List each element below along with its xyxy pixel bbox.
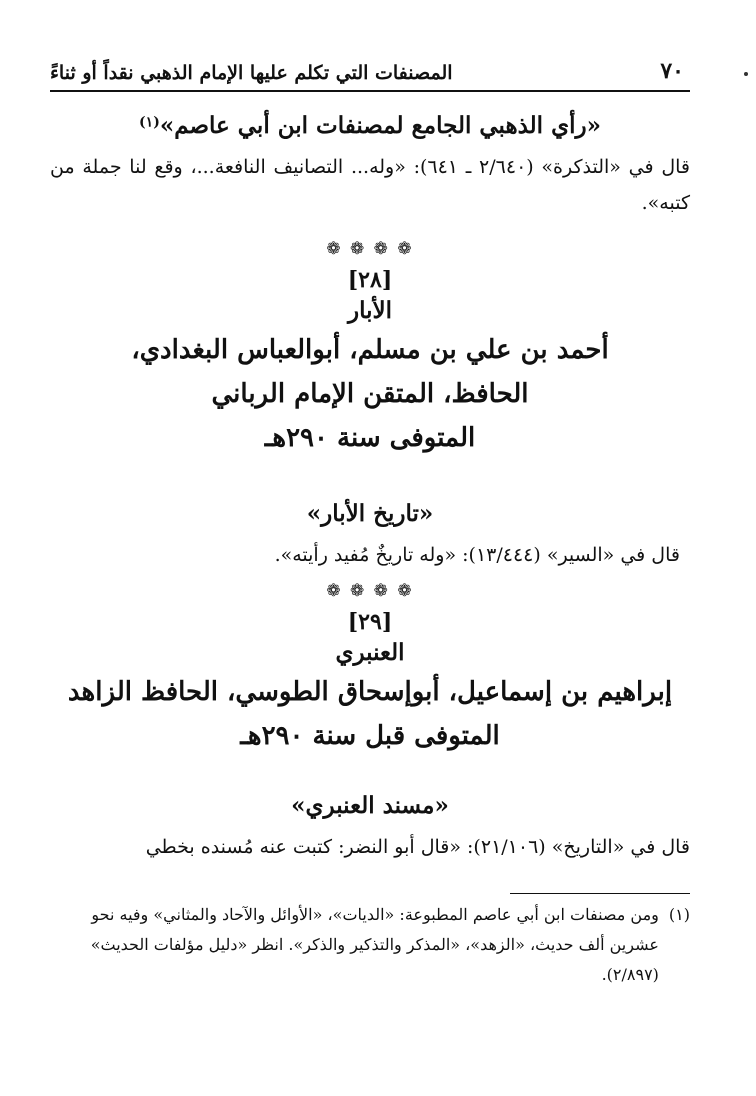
entry-number: [٢٨] [347, 267, 393, 293]
page-number: ٧٠ [660, 58, 684, 84]
entry-name-line: أحمد بن علي بن مسلم، أبوالعباس البغدادي، [131, 335, 609, 365]
footnote-mark: (١) [668, 905, 690, 924]
separator-stars: ❁ ❁ ❁ ❁ [326, 581, 414, 601]
page-speck [744, 72, 748, 76]
entry-name-line: إبراهيم بن إسماعيل، أبوإسحاق الطوسي، الحافظ الزاهد [67, 677, 673, 707]
section-title: «تاريخ الأبار» [306, 500, 434, 527]
page-header [50, 50, 690, 92]
section-title: «رأي الذهبي الجامع لمصنفات ابن أبي عاصم» [159, 112, 601, 139]
footnote-rule [510, 893, 690, 894]
running-title: المصنفات التي تكلم عليها الإمام الذهبي نقداً أو ثناءً [50, 62, 453, 84]
footnote-ref: (١) [139, 114, 160, 131]
entry-nisba: الأبار [347, 297, 393, 324]
entry-death: المتوفى قبل سنة ٢٩٠هـ [240, 721, 500, 751]
entry-nisba: العنبري [335, 639, 405, 666]
entry-number: [٢٩] [347, 609, 393, 635]
entry-name-line: الحافظ، المتقن الإمام الرباني [211, 379, 529, 409]
section-body: قال في «التذكرة» (٢/٦٤٠ ـ ٦٤١): «وله... التصانيف النافعة...، وقع لنا جملة من كتبه». [50, 156, 690, 214]
footnote [50, 900, 690, 990]
section-title: «مسند العنبري» [291, 792, 449, 819]
section-body: قال في «التاريخ» (٢١/١٠٦): «قال أبو النضر: كتبت عنه مُسنده بخطي [145, 836, 690, 858]
entry-29 [50, 609, 690, 758]
section-title-block [50, 792, 690, 819]
section-body: قال في «السير» (١٣/٤٤٤): «وله تاريخٌ مُفيد رأيته». [274, 544, 680, 566]
entry-28 [50, 267, 690, 460]
separator-stars: ❁ ❁ ❁ ❁ [326, 239, 414, 259]
section-title-block [50, 500, 690, 527]
section-title-block [50, 112, 690, 139]
page [50, 50, 690, 990]
entry-death: المتوفى سنة ٢٩٠هـ [264, 423, 476, 453]
footnote-text: ومن مصنفات ابن أبي عاصم المطبوعة: «الديات»، «الأوائل والآحاد والمثاني» وفيه نحو عشرين ألف حديث، «الزهد»، «المذكر والتذكير والذكر». انظر «دليل مؤلفات الحديث» (٢/٨٩٧). [90, 905, 659, 984]
